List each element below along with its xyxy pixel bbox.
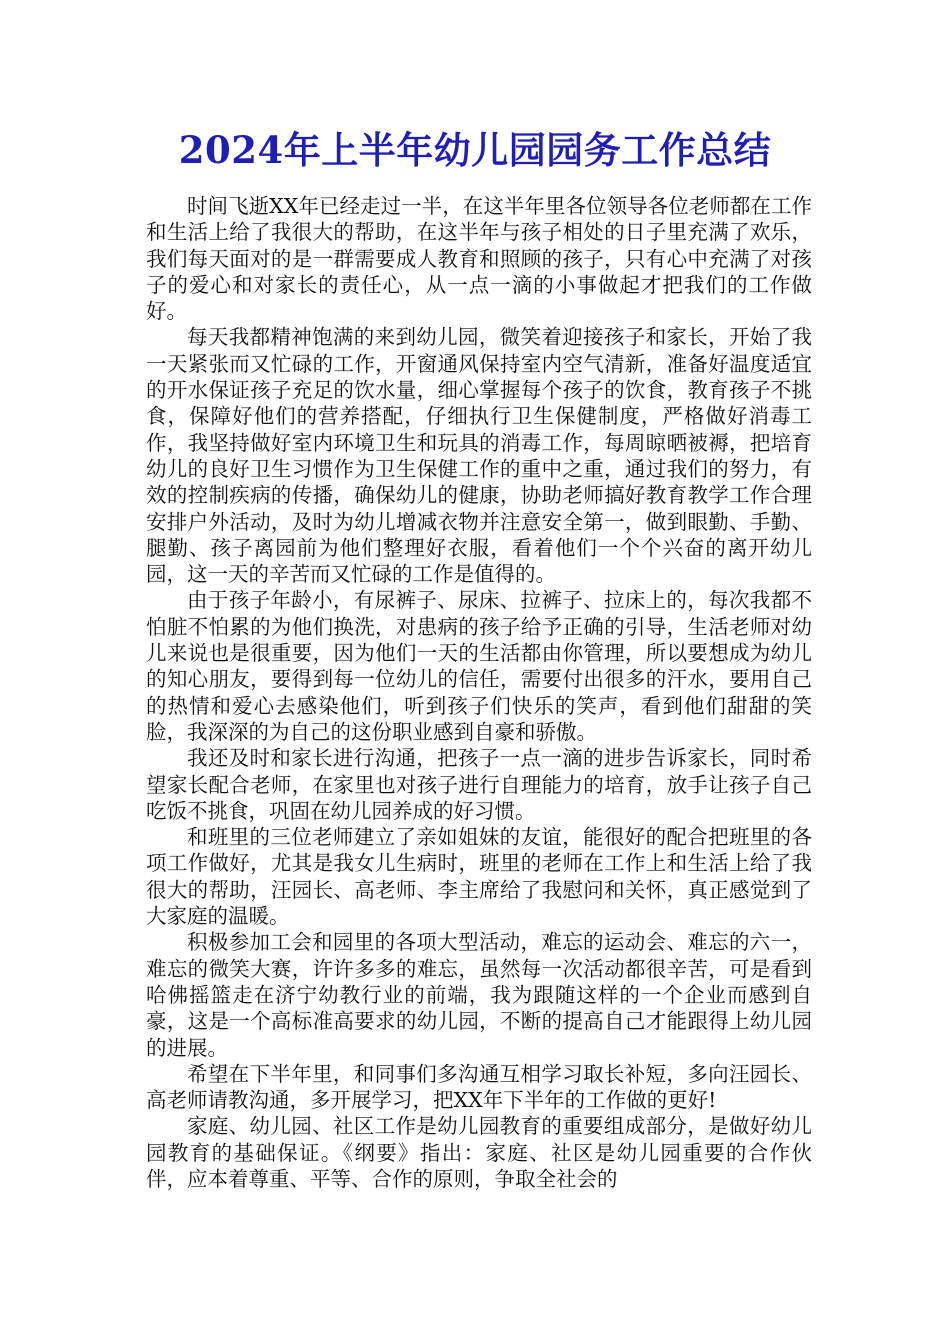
paragraph: 积极参加工会和园里的各项大型活动，难忘的运动会、难忘的六一，难忘的微笑大赛，许许多多的难忘，虽然每一次活动都很辛苦，可是看到哈佛摇篮走在济宁幼教行业的前端，我为跟随这样的一个企业而感到自豪，这是一个高标准高要求的幼儿园，不断的提高自己才能跟得上幼儿园的进展。 — [146, 930, 812, 1060]
paragraph: 我还及时和家长进行沟通，把孩子一点一滴的进步告诉家长，同时希望家长配合老师，在家里也对孩子进行自理能力的培育，放手让孩子自己吃饭不挑食，巩固在幼儿园养成的好习惯。 — [146, 746, 812, 823]
paragraph: 每天我都精神饱满的来到幼儿园，微笑着迎接孩子和家长，开始了我一天紧张而又忙碌的工作，开窗通风保持室内空气清新，准备好温度适宜的开水保证孩子充足的饮水量，细心掌握每个孩子的饮食，教育孩子不挑食，保障好他们的营养搭配，仔细执行卫生保健制度，严格做好消毒工作，我坚持做好室内环境卫生和玩具的消毒工作，每周晾晒被褥，把培育幼儿的良好卫生习惯作为卫生保健工作的重中之重，通过我们的努力，有效的控制疾病的传播，确保幼儿的健康，协助老师搞好教育教学工作合理安排户外活动，及时为幼儿增减衣物并注意安全第一，做到眼勤、手勤、腿勤、孩子离园前为他们整理好衣服，看着他们一个个兴奋的离开幼儿园，这一天的辛苦而又忙碌的工作是值得的。 — [146, 325, 812, 587]
paragraph: 时间飞逝XX年已经走过一半，在这半年里各位领导各位老师都在工作和生活上给了我很大的帮助，在这半年与孩子相处的日子里充满了欢乐，我们每天面对的是一群需要成人教育和照顾的孩子，只有心中充满了对孩子的爱心和对家长的责任心，从一点一滴的小事做起才把我们的工作做好。 — [146, 194, 812, 324]
paragraph: 希望在下半年里，和同事们多沟通互相学习取长补短，多向汪园长、高老师请教沟通，多开展学习，把XX年下半年的工作做的更好! — [146, 1061, 812, 1113]
document-title: 2024年上半年幼儿园园务工作总结 — [178, 128, 772, 172]
paragraph: 家庭、幼儿园、社区工作是幼儿园教育的重要组成部分，是做好幼儿园教育的基础保证。《纲要》指出：家庭、社区是幼儿园重要的合作伙伴，应本着尊重、平等、合作的原则，争取全社会的 — [146, 1114, 812, 1191]
paragraph: 和班里的三位老师建立了亲如姐妹的友谊，能很好的配合把班里的各项工作做好，尤其是我女儿生病时，班里的老师在工作上和生活上给了我很大的帮助，汪园长、高老师、李主席给了我慰问和关怀，真正感觉到了大家庭的温暖。 — [146, 825, 812, 929]
document-body — [146, 193, 812, 1192]
paragraph: 由于孩子年龄小，有尿裤子、尿床、拉裤子、拉床上的，每次我都不怕脏不怕累的为他们换洗，对患病的孩子给予正确的引导，生活老师对幼儿来说也是很重要，因为他们一天的生活都由你管理，所以要想成为幼儿的知心朋友，要得到每一位幼儿的信任，需要付出很多的汗水，要用自己的热情和爱心去感染他们，听到孩子们快乐的笑声，看到他们甜甜的笑脸，我深深的为自己的这份职业感到自豪和骄傲。 — [146, 588, 812, 744]
